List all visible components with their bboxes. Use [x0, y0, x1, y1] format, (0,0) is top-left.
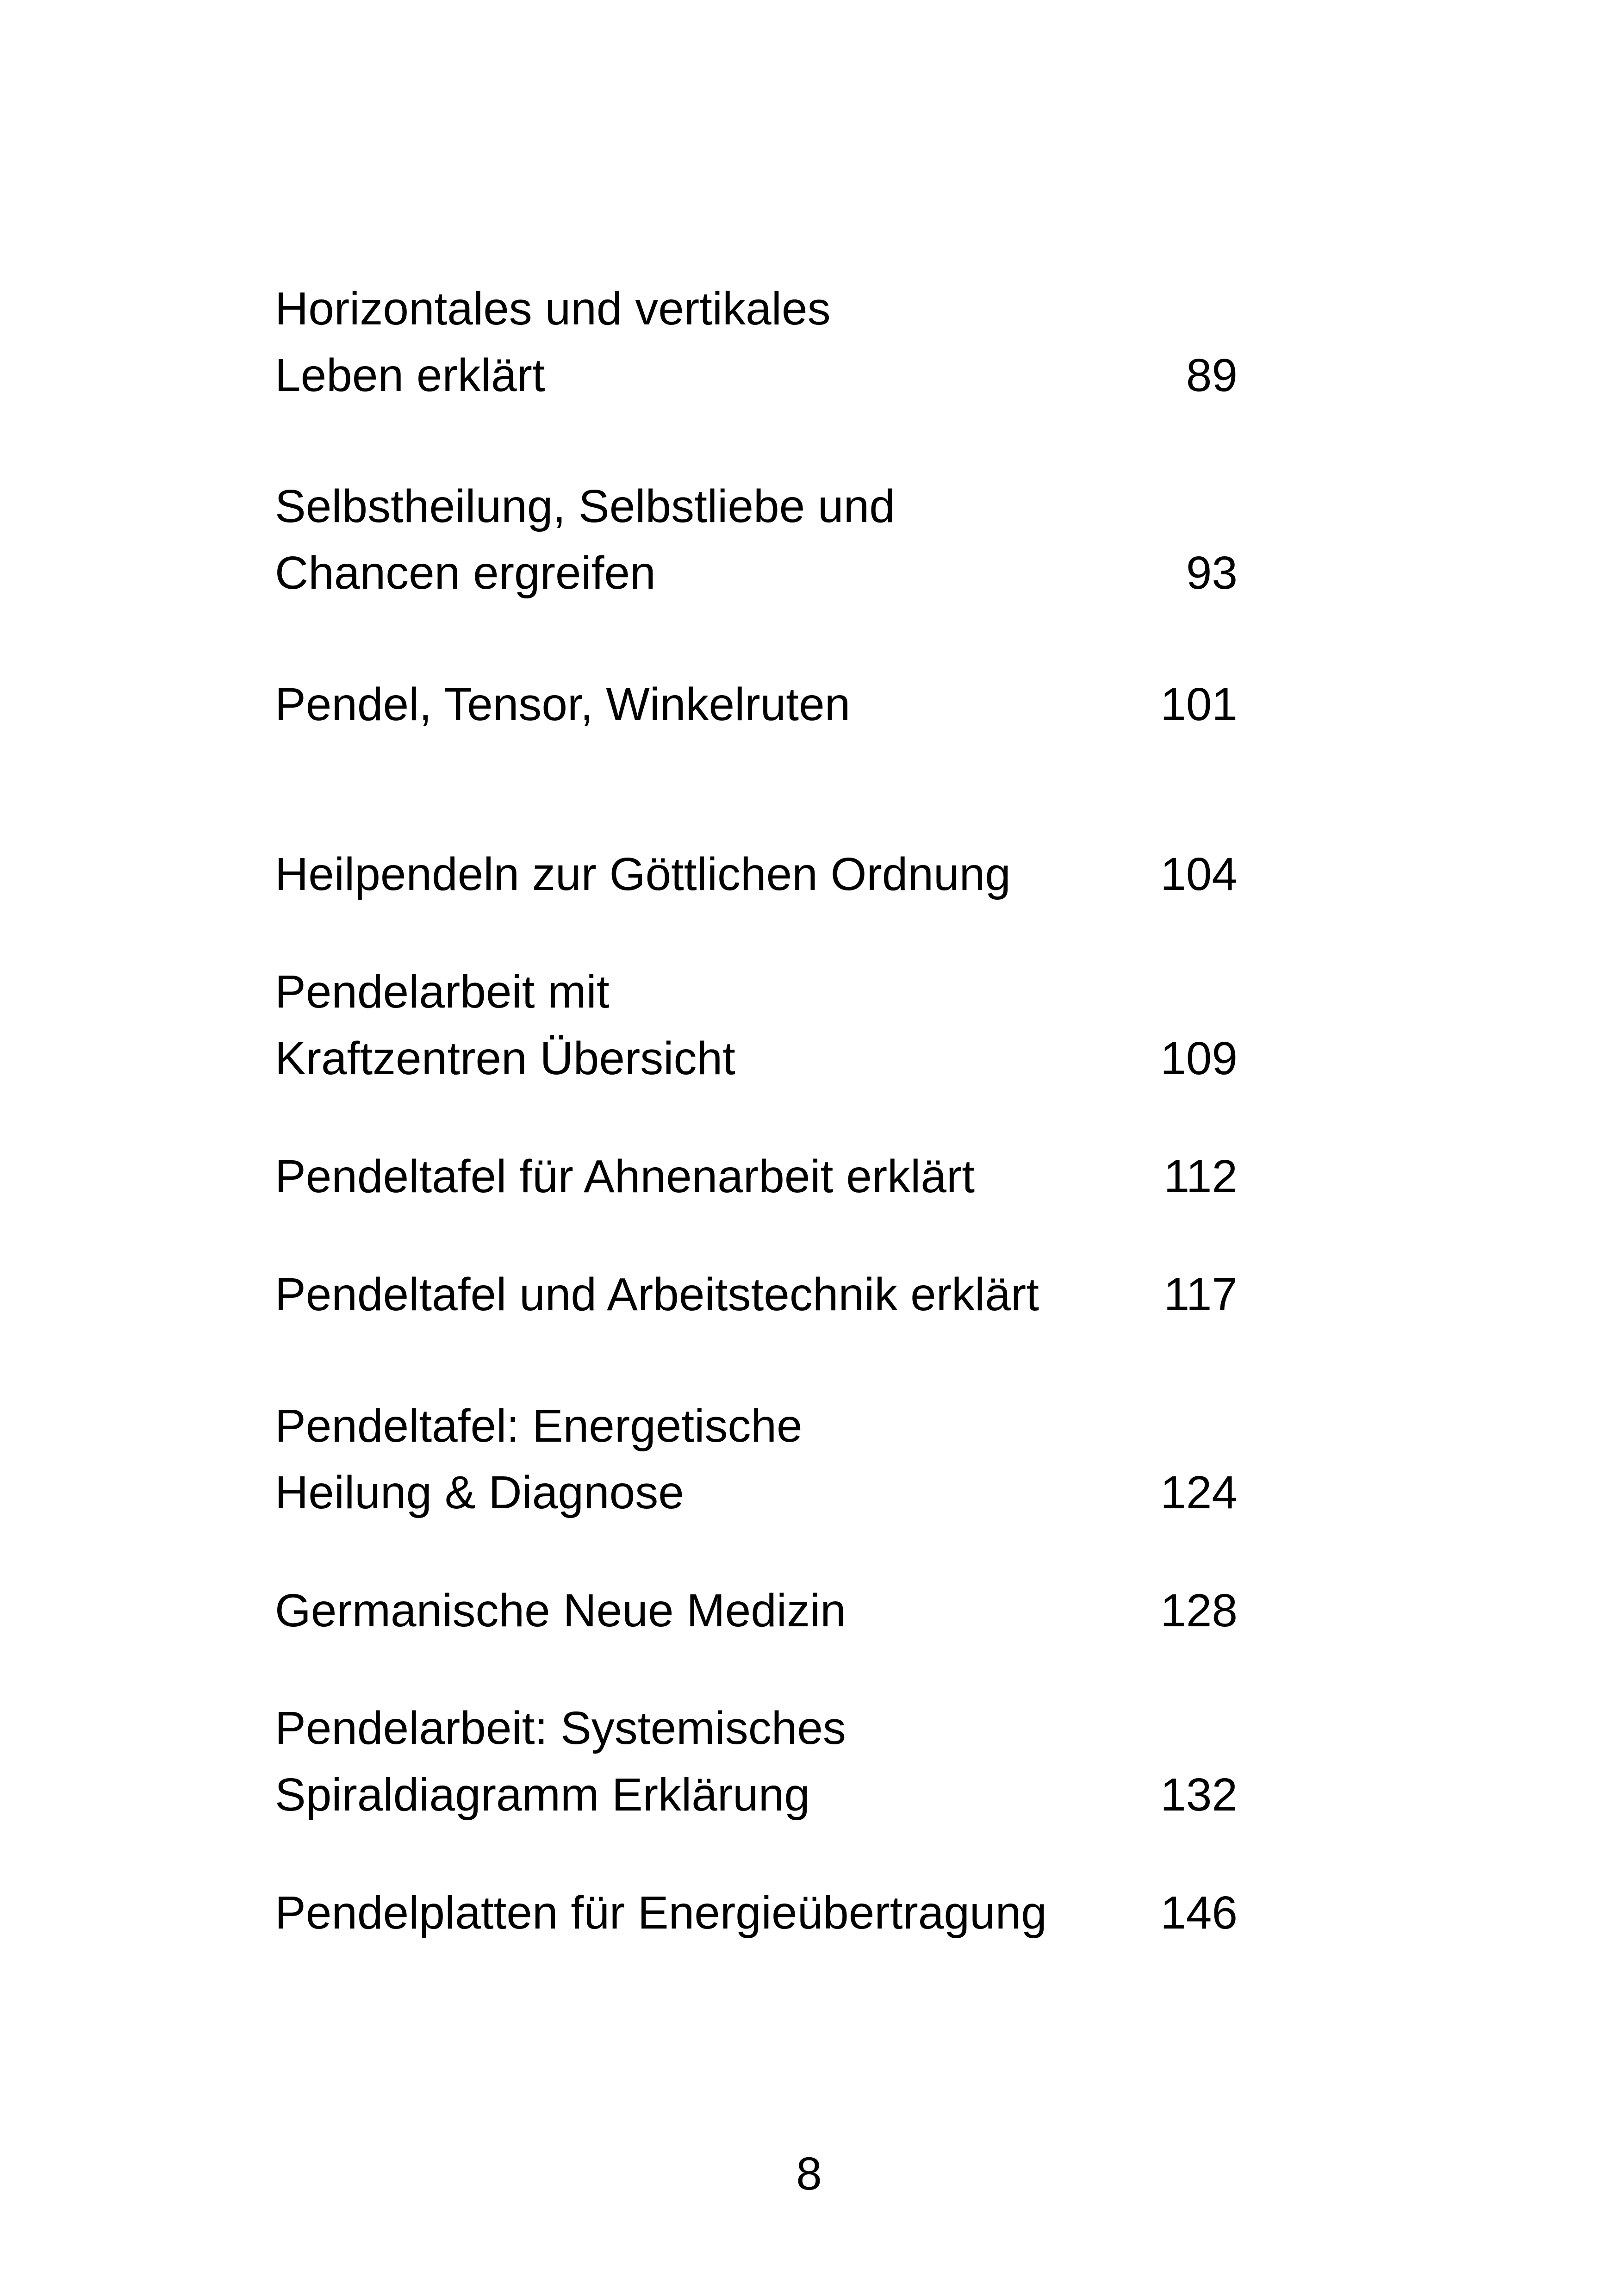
toc-entry-title-line: Heilung & Diagnose [275, 1467, 684, 1518]
toc-entry-page: 112 [1164, 1151, 1238, 1202]
page-number: 8 [796, 2148, 822, 2200]
toc-entry-page: 117 [1164, 1269, 1238, 1320]
toc-entry [275, 1261, 1238, 1328]
toc-entry-title [275, 1393, 1131, 1526]
toc-entry [275, 1577, 1238, 1644]
toc-entry-page: 128 [1160, 1585, 1238, 1636]
toc-entry-title-line: Heilpendeln zur Göttlichen Ordnung [275, 848, 1011, 900]
toc-entry-title [275, 1577, 1131, 1644]
toc-entry [275, 1695, 1238, 1828]
toc-entry-title [275, 1261, 1131, 1328]
toc-entry-title-line: Germanische Neue Medizin [275, 1585, 846, 1636]
toc-entry-title-line: Pendeltafel: Energetische [275, 1400, 803, 1452]
toc-entry-title-line: Pendelarbeit: Systemisches [275, 1702, 846, 1754]
toc-entry-title-line: Pendel, Tensor, Winkelruten [275, 678, 851, 730]
toc-entry-title-line: Pendelplatten für Energieübertragung [275, 1887, 1047, 1939]
toc-entry-title [275, 1879, 1131, 1946]
toc-entry [275, 841, 1238, 908]
toc-entry-title-line: Horizontales und vertikales [275, 283, 831, 335]
toc-entry-title [275, 671, 1131, 738]
toc-entry-page: 93 [1186, 547, 1238, 599]
toc-entry-page: 132 [1160, 1769, 1238, 1821]
toc-entry-page: 104 [1160, 848, 1238, 900]
toc-entry-page: 109 [1160, 1033, 1238, 1084]
toc-entry-page: 101 [1160, 678, 1238, 730]
toc-entry-title [275, 1143, 1131, 1210]
toc-entry-title-line: Leben erklärt [275, 349, 545, 401]
toc-entry-title-line: Pendeltafel für Ahnenarbeit erklärt [275, 1151, 975, 1202]
toc-entry-title [275, 473, 1131, 606]
toc-entry-title-line: Pendelarbeit mit [275, 966, 610, 1018]
toc-entry-title-line: Selbstheilung, Selbstliebe und [275, 480, 895, 532]
toc-entry-title [275, 1695, 1131, 1828]
toc-entry [275, 1393, 1238, 1526]
toc-entry-page: 89 [1186, 349, 1238, 401]
toc-entry-title-line: Kraftzentren Übersicht [275, 1033, 735, 1084]
toc-entry-title [275, 958, 1131, 1092]
toc-entry-page: 124 [1160, 1467, 1238, 1518]
toc-entry [275, 671, 1238, 738]
toc-entry-title-line: Spiraldiagramm Erklärung [275, 1769, 810, 1821]
toc-entry-title-line: Pendeltafel und Arbeitstechnik erklärt [275, 1269, 1039, 1320]
toc-entry-title [275, 841, 1131, 908]
toc-entry [275, 473, 1238, 606]
toc-entry-title-line: Chancen ergreifen [275, 547, 656, 599]
toc-entry [275, 1143, 1238, 1210]
toc-entry [275, 275, 1238, 409]
toc-entry-page: 146 [1160, 1887, 1238, 1939]
toc-entry [275, 958, 1238, 1092]
toc-entry [275, 1879, 1238, 1946]
toc-entry-title [275, 275, 1131, 409]
